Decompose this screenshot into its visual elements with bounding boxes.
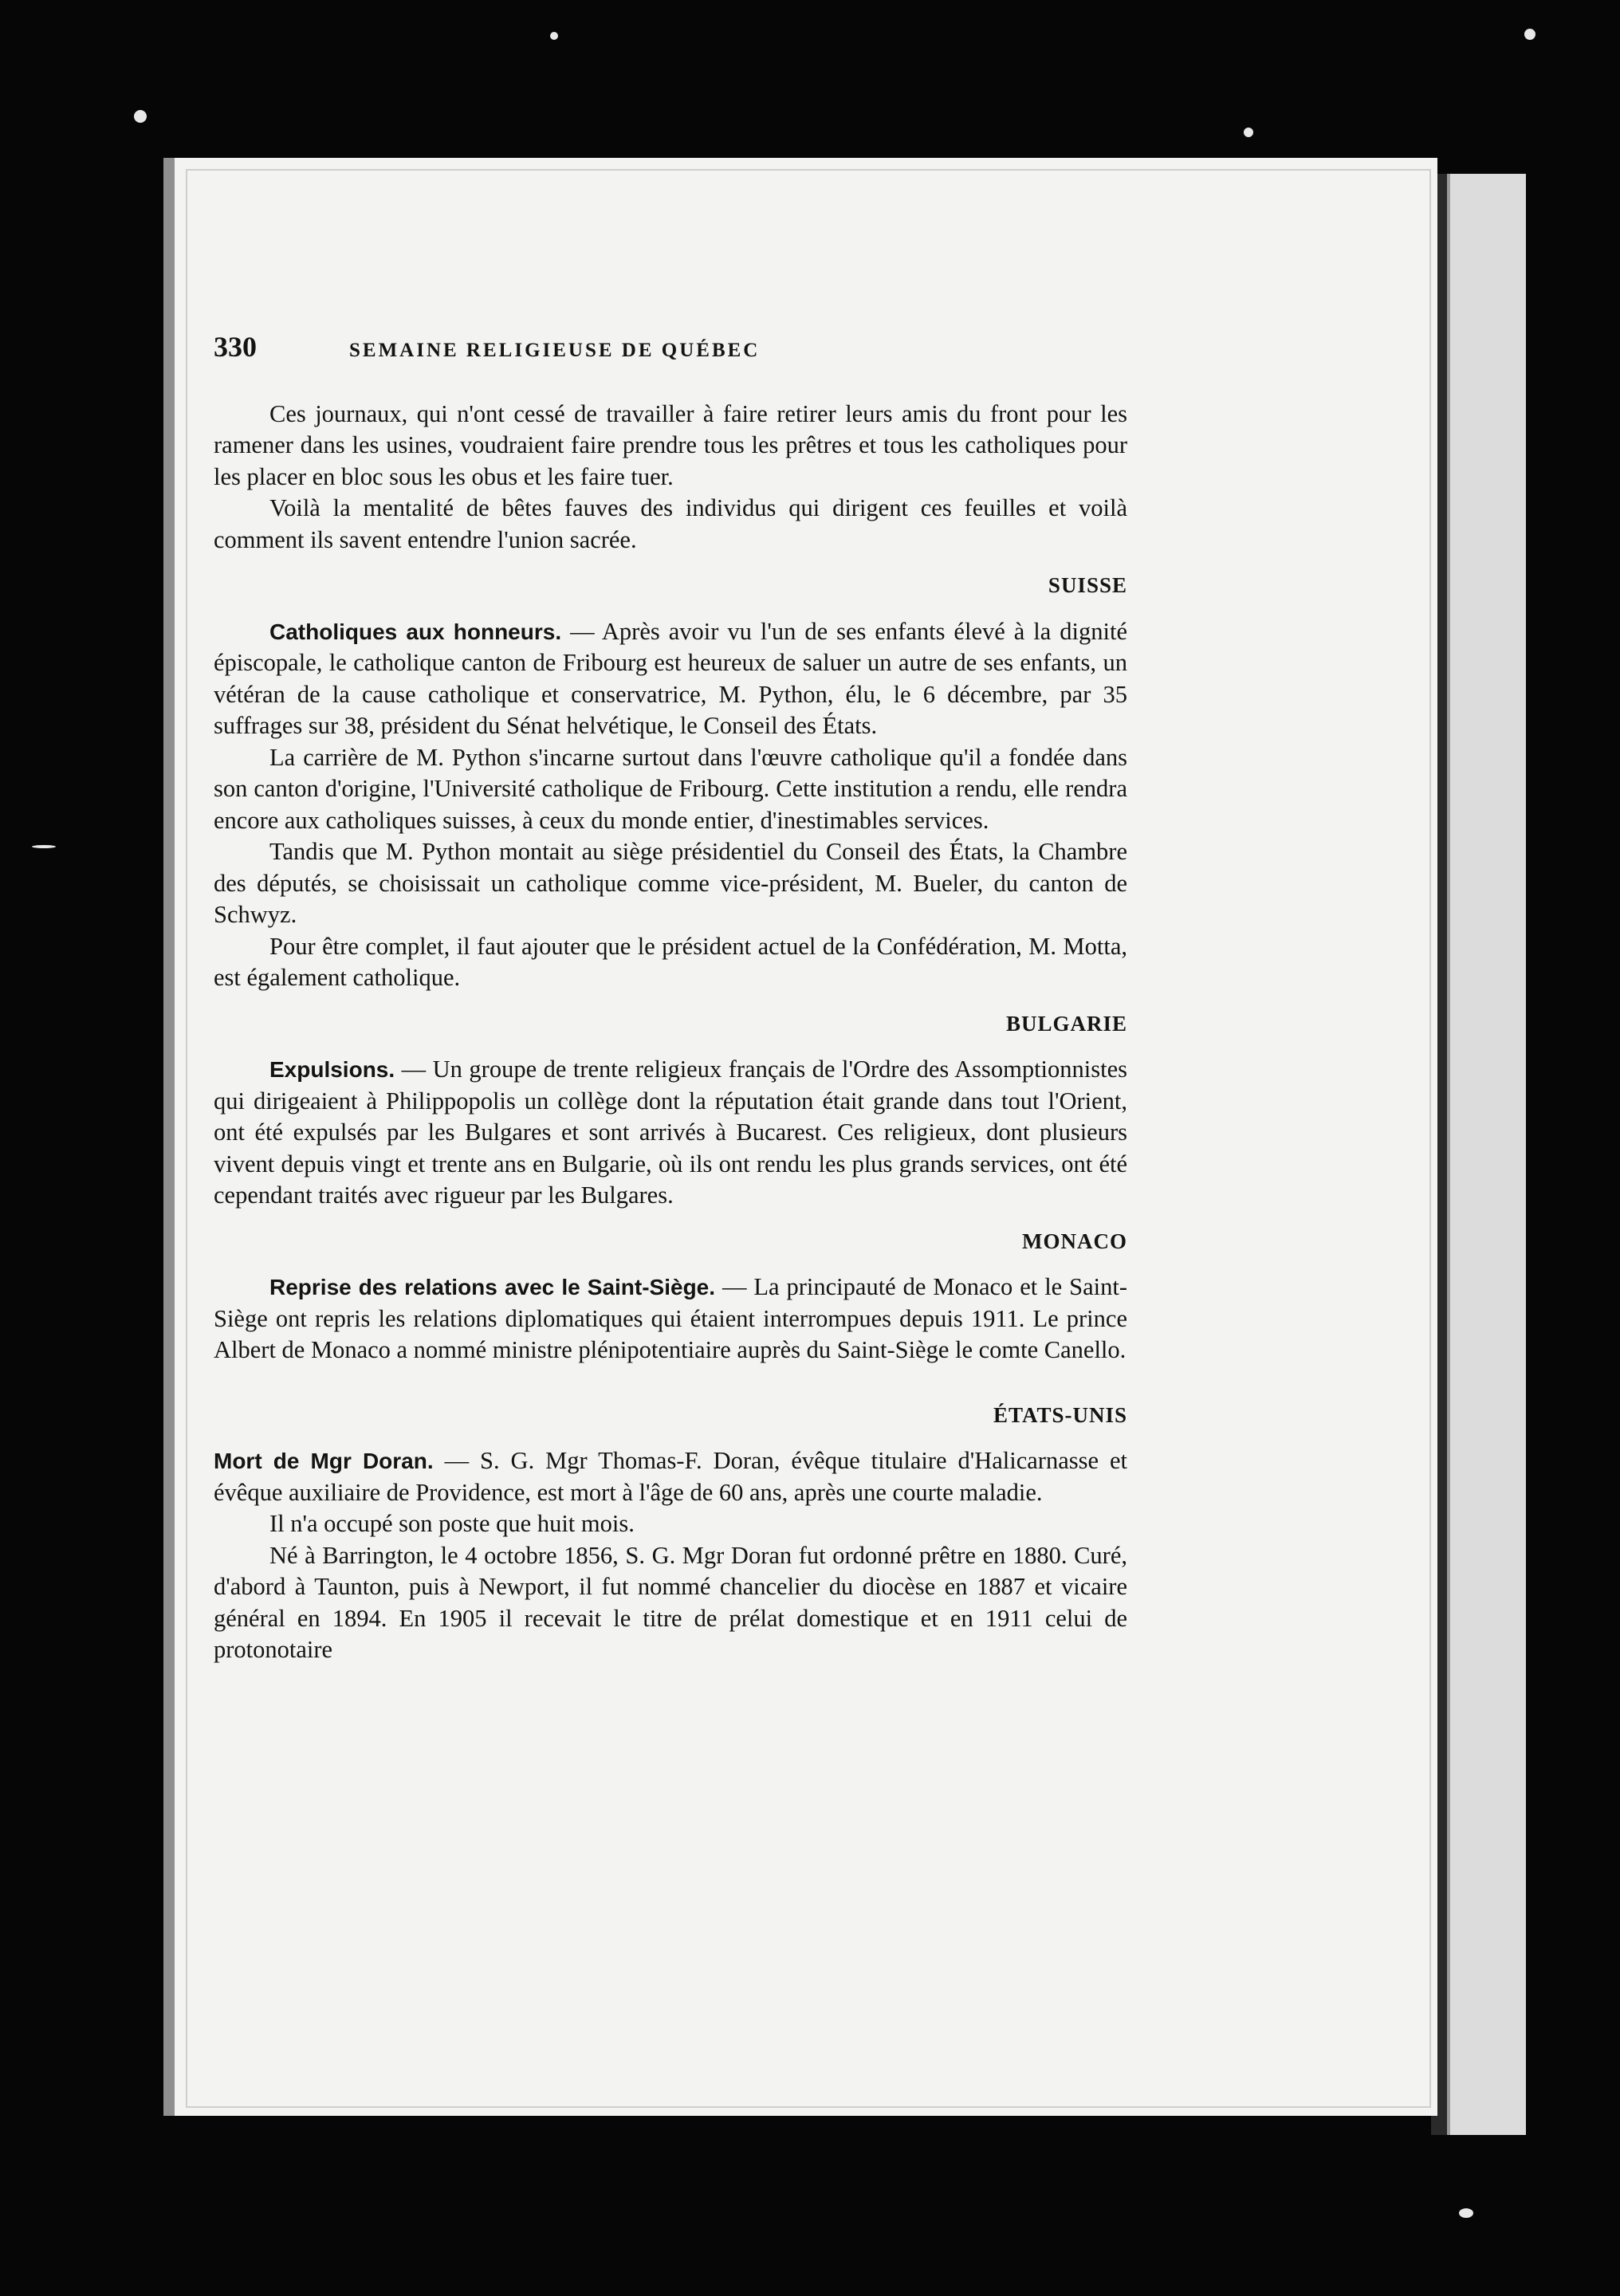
item-title: Catholiques aux honneurs. (269, 619, 562, 644)
scan-speck (1459, 2208, 1473, 2218)
page-text (214, 332, 1127, 1666)
section-heading-bulgarie: BULGARIE (1005, 1011, 1127, 1036)
suisse-paragraph: Tandis que M. Python montait au siège présidentiel du Conseil des États, la Chambre des députés, se choisissait un catholique comme vice-président, M. Bueler, du canton de Schwyz. (214, 838, 1127, 928)
item-title: Mort de Mgr Doran. (214, 1449, 434, 1473)
page-number: 330 (214, 331, 257, 363)
bulgarie-item-paragraph (214, 1054, 1127, 1212)
opening-paragraph: Ces journaux, qui n'ont cessé de travailler à faire retirer leurs amis du front pour les ramener dans les usines, voudraient faire prendre tous les prêtres et tous les catholiques pour les placer en bloc sous les obus et les faire tuer. (214, 399, 1127, 490)
etats-unis-paragraph: Né à Barrington, le 4 octobre 1856, S. G. Mgr Doran fut ordonné prêtre en 1880. Curé, d'abord à Taunton, puis à Newport, il fut nommé chancelier du diocèse en 1887 et vicaire général en 1894. En 1905 il recevait le titre de prélat domestique et en 1911 celui de protonotaire (214, 1541, 1127, 1663)
opening-paragraph: Voilà la mentalité de bêtes fauves des individus qui dirigent ces feuilles et voilà comment ils savent entendre l'union sacrée. (214, 494, 1127, 553)
item-text: — S. G. Mgr Thomas-F. Doran, évêque titulaire d'Halicarnasse et évêque auxiliaire de Providence, est mort à l'âge de 60 ans, après une courte maladie. (214, 1447, 1127, 1506)
section-heading-suisse: SUISSE (1048, 573, 1127, 597)
scan-speck (32, 845, 56, 848)
suisse-paragraph: La carrière de M. Python s'incarne surtout dans l'œuvre catholique qu'il a fondée dans son canton d'origine, l'Université catholique de Fribourg. Cette institution a rendu, elle rendra encore aux catholiques suisses, à ceux du monde entier, d'inestimables services. (214, 743, 1127, 834)
running-header (214, 332, 1127, 367)
etats-unis-paragraph: Il n'a occupé son poste que huit mois. (269, 1510, 635, 1537)
monaco-item-paragraph (214, 1272, 1127, 1366)
next-page-edge (1447, 174, 1526, 2135)
section-heading-monaco: MONACO (1022, 1229, 1127, 1253)
journal-title: SEMAINE RELIGIEUSE DE QUÉBEC (349, 340, 761, 361)
scan-speck (134, 110, 147, 123)
section-heading-etats-unis: ÉTATS-UNIS (993, 1402, 1127, 1427)
item-text: — Un groupe de trente religieux français de l'Ordre des Assomptionnistes qui dirigeaient à Philippopolis un collège dont la réputation était grande dans tout l'Orient, ont été expulsés par les Bulgares et sont arrivés à Bucarest. Ces religieux, dont plusieurs vivent depuis vingt et trente ans en Bulgarie, où ils ont rendu les plus grands services, ont été cependant traités avec rigueur par les Bulgares. (214, 1056, 1127, 1209)
item-text: — Après avoir vu l'un de ses enfants élevé à la dignité épiscopale, le catholique canton de Fribourg est heureux de saluer un autre de ses enfants, un vétéran de la cause catholique et conservatrice, M. Python, élu, le 6 décembre, par 35 suffrages sur 38, président du Sénat helvétique, le Conseil des États. (214, 617, 1127, 739)
scan-speck (1524, 29, 1535, 40)
suisse-item-paragraph (214, 616, 1127, 742)
scan-speck (550, 32, 558, 40)
item-title: Reprise des relations avec le Saint-Siège. (269, 1275, 716, 1299)
spacer (214, 1366, 1127, 1386)
item-text: — La principauté de Monaco et le Saint-Siège ont repris les relations diplomatiques qui étaient interrompues depuis 1911. Le prince Albert de Monaco a nommé ministre plénipotentiaire auprès du Saint-Siège le comte Canello. (214, 1273, 1127, 1363)
scan-speck (1244, 128, 1253, 137)
item-title: Expulsions. (269, 1057, 395, 1082)
etats-unis-item-paragraph (214, 1445, 1127, 1508)
suisse-paragraph: Pour être complet, il faut ajouter que le président actuel de la Confédération, M. Motta, est également catholique. (214, 932, 1127, 991)
